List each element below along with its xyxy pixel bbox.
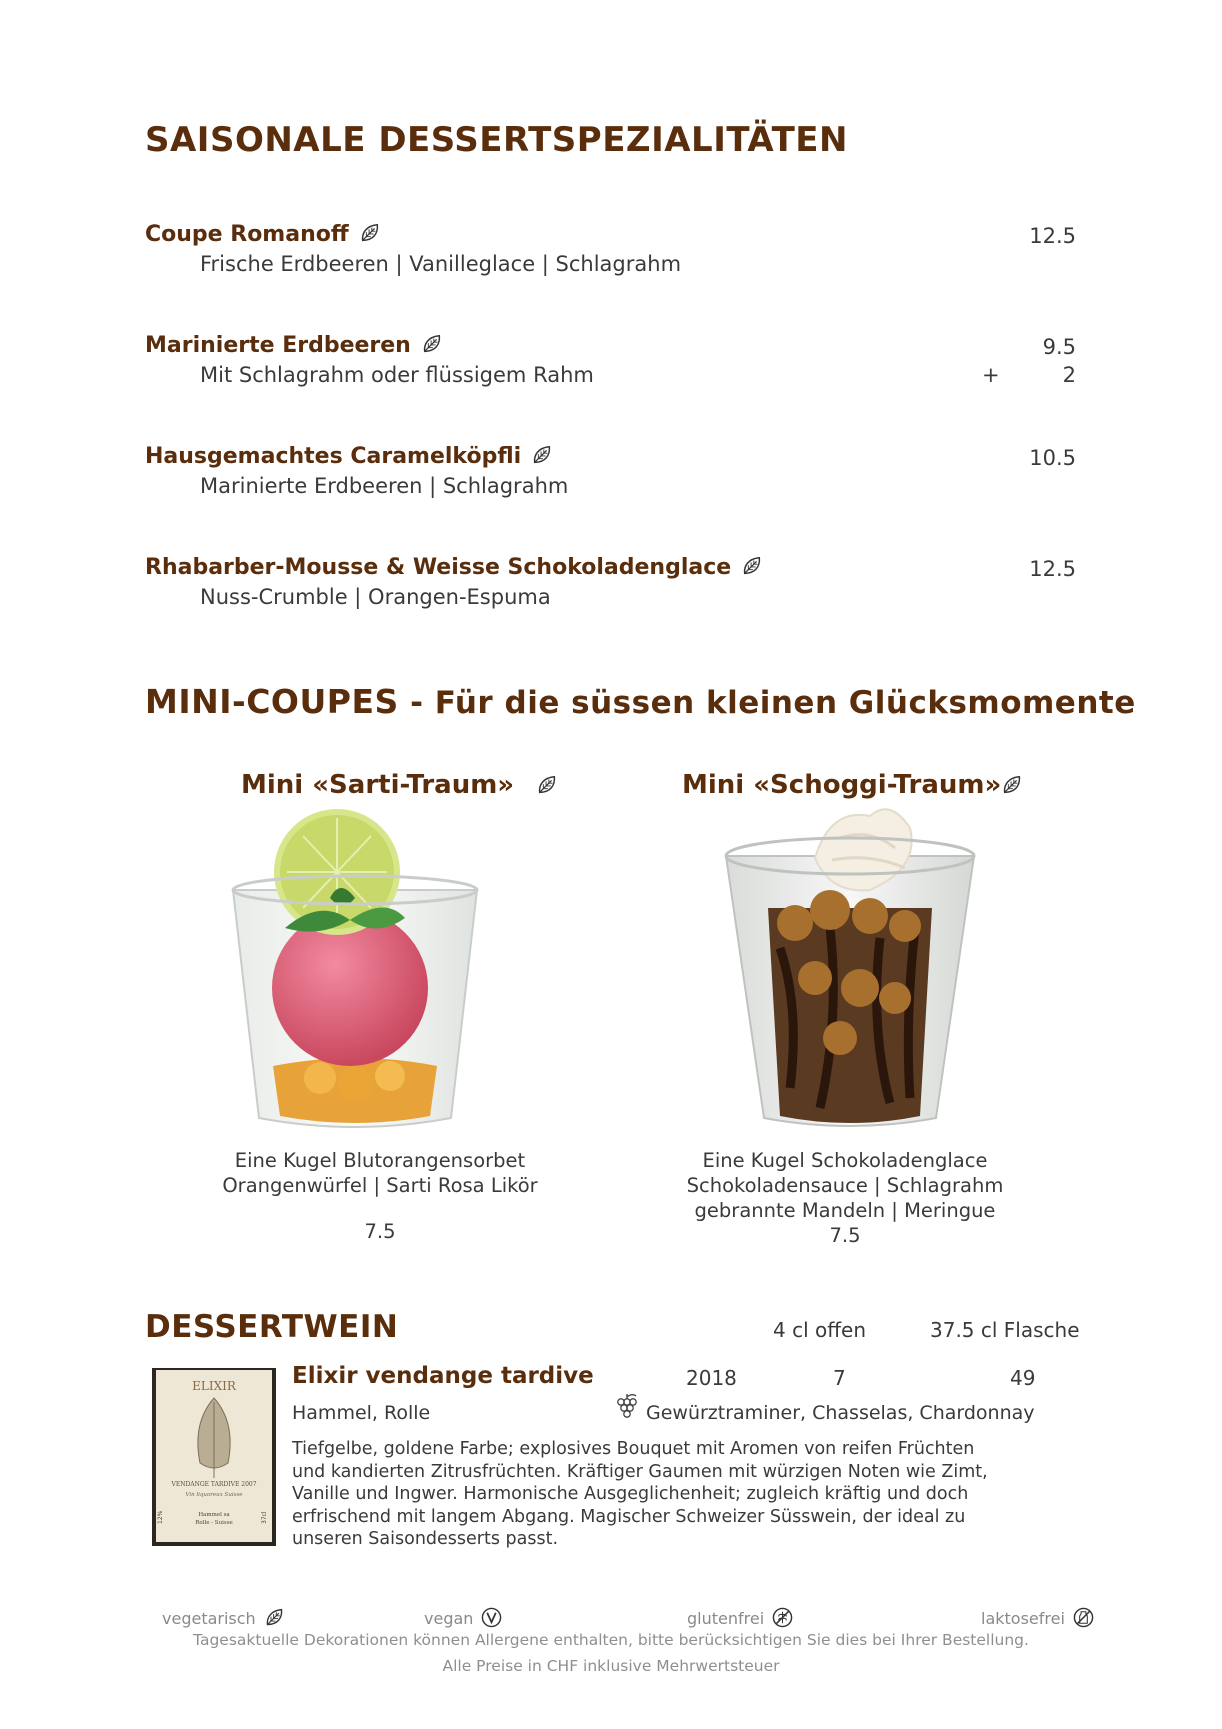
dish-price: 10.5 <box>1029 446 1076 470</box>
wine-price-open: 7 <box>833 1366 846 1390</box>
label-line1: VENDANGE TARDIVE 2007 <box>171 1481 257 1488</box>
dish-price: 12.5 <box>1029 557 1076 581</box>
section-title-rest: - Für die süssen kleinen Glücksmomente <box>398 685 1136 721</box>
wine-price-bottle: 49 <box>1010 1366 1036 1390</box>
dish-name <box>145 555 763 580</box>
section-title-mini-coupes <box>145 682 1136 721</box>
legend-label: vegetarisch <box>162 1609 256 1628</box>
grapes-icon <box>614 1392 640 1420</box>
description-line: Eine Kugel Blutorangensorbet <box>234 1149 526 1172</box>
label-alc: 12% <box>157 1510 164 1524</box>
section-title-dessertwein: DESSERTWEIN <box>145 1309 399 1345</box>
section-title-seasonal: SAISONALE DESSERTSPEZIALITÄTEN <box>145 120 848 160</box>
legend-lactosefree <box>981 1607 1094 1628</box>
dish-price: 12.5 <box>1029 224 1076 248</box>
column-header-open: 4 cl offen <box>773 1318 866 1342</box>
leaf-icon <box>421 333 443 355</box>
mini-coupe-title <box>241 770 558 800</box>
dish-price: 9.5 <box>1042 335 1076 359</box>
leaf-icon <box>359 222 381 244</box>
wine-name: Elixir vendange tardive <box>292 1363 594 1389</box>
label-brand: ELIXIR <box>192 1379 236 1393</box>
legend-label: laktosefrei <box>981 1609 1065 1628</box>
mini-coupe-description <box>160 1148 600 1198</box>
mini-coupe-price: 7.5 <box>829 1224 861 1247</box>
wine-producer: Hammel, Rolle <box>292 1402 431 1424</box>
dish-name <box>145 333 443 358</box>
label-line2: Vin liquoreux Suisse <box>185 1492 243 1498</box>
leaf-icon <box>1001 774 1023 796</box>
footer-price-note: Alle Preise in CHF inklusive Mehrwertsteuer <box>442 1657 780 1675</box>
extra-price: 2 <box>1062 363 1076 387</box>
section-title-bold: MINI-COUPES <box>145 682 399 721</box>
dish-description: Marinierte Erdbeeren | Schlagrahm <box>200 474 569 498</box>
glutenfree-icon <box>772 1607 793 1628</box>
mini-coupe-price: 7.5 <box>364 1220 396 1243</box>
description-line: gebrannte Mandeln | Meringue <box>694 1199 996 1222</box>
dish-name-text: Marinierte Erdbeeren <box>145 333 411 358</box>
leaf-icon <box>264 1607 285 1628</box>
leaf-icon <box>536 774 558 796</box>
label-line3: Hammel sa <box>198 1512 230 1518</box>
wine-year: 2018 <box>686 1366 737 1390</box>
legend-vegetarian <box>162 1607 285 1628</box>
description-line: Schokoladensauce | Schlagrahm <box>686 1174 1004 1197</box>
legend-glutenfree <box>687 1607 793 1628</box>
description-line: Orangenwürfel | Sarti Rosa Likör <box>222 1174 538 1197</box>
label-vol: 37cl <box>261 1511 268 1524</box>
dish-description: Mit Schlagrahm oder flüssigem Rahm <box>200 363 594 387</box>
schoggi-traum-image <box>720 798 980 1143</box>
leaf-icon <box>531 444 553 466</box>
dish-name <box>145 444 553 469</box>
wine-grapes: Gewürztraminer, Chasselas, Chardonnay <box>646 1402 1035 1424</box>
mini-coupe-name: Mini «Schoggi-Traum» <box>682 770 1002 800</box>
wine-label-image <box>152 1368 276 1546</box>
mini-coupe-name: Mini «Sarti-Traum» <box>241 770 515 800</box>
vegan-icon <box>481 1607 502 1628</box>
wine-description: Tiefgelbe, goldene Farbe; explosives Bouquet mit Aromen von reifen Früchten und kandierten Zitrusfrüchten. Kräftiger Gaumen mit würzigen Noten wie Zimt, Vanille und Ingwer. Harmonische Ausgeglichenheit; zugleich kräftig und doch erfrischend mit langem Abgang. Magischer Schweizer Süsswein, der ideal zu unseren Saisondesserts passt. <box>292 1439 988 1549</box>
dish-name-text: Hausgemachtes Caramelköpfli <box>145 444 522 469</box>
dish-description: Frische Erdbeeren | Vanilleglace | Schlagrahm <box>200 252 682 276</box>
legend-label: glutenfrei <box>687 1609 765 1628</box>
dish-name <box>145 222 381 247</box>
dish-description: Nuss-Crumble | Orangen-Espuma <box>200 585 551 609</box>
label-line4: Rolle - Suisse <box>195 1520 233 1526</box>
dish-name-text: Rhabarber-Mousse & Weisse Schokoladenglace <box>145 555 732 580</box>
extra-sign: + <box>982 363 1000 387</box>
description-line: Eine Kugel Schokoladenglace <box>702 1149 988 1172</box>
lactosefree-icon <box>1073 1607 1094 1628</box>
mini-coupe-description <box>625 1148 1065 1223</box>
legend-label: vegan <box>424 1609 474 1628</box>
dish-name-text: Coupe Romanoff <box>145 222 349 247</box>
footer-allergen-note: Tagesaktuelle Dekorationen können Allergene enthalten, bitte berücksichtigen Sie dies bei Ihrer Bestellung. <box>193 1631 1029 1649</box>
mini-coupe-title <box>682 770 1023 800</box>
sarti-traum-image <box>225 798 485 1143</box>
legend-vegan <box>424 1607 502 1628</box>
leaf-icon <box>741 555 763 577</box>
column-header-bottle: 37.5 cl Flasche <box>930 1318 1080 1342</box>
